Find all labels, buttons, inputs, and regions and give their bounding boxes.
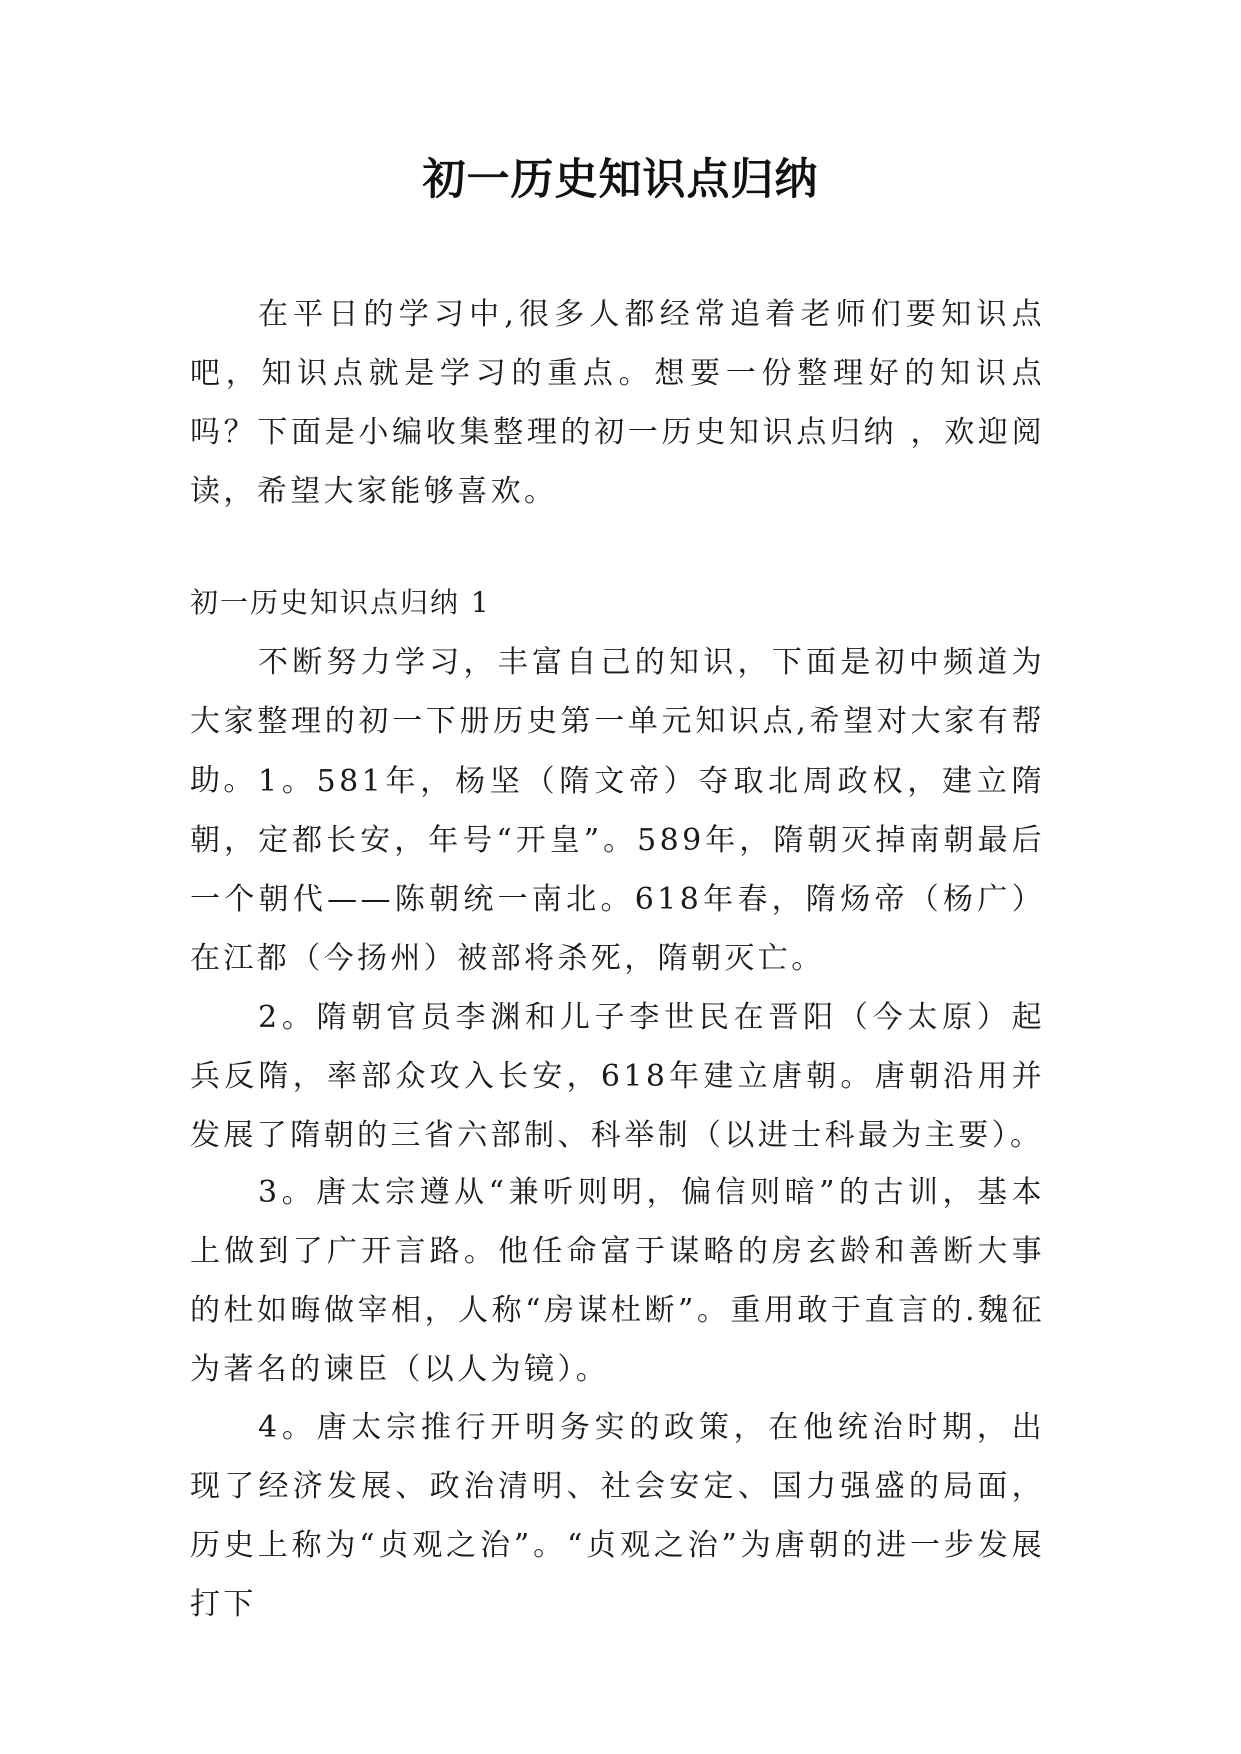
paragraph-lead: 不断努力学习，丰富自己的知识，下面是初中频道为大家整理的初一下册历史第一单元知识点,希望对大家有帮助。	[190, 645, 1045, 798]
paragraph-point-4: 4。唐太宗推行开明务实的政策，在他统治时期，出现了经济发展、政治清明、社会安定、国力强盛的局面，历史上称为“贞观之治”。“贞观之治”为唐朝的进一步发展打下	[190, 1410, 1045, 1622]
section-heading: 初一历史知识点归纳 1	[190, 586, 491, 619]
paragraph-point-3: 3。唐太宗遵从“兼听则明，偏信则暗”的古训，基本上做到了广开言路。他任命富于谋略的房玄龄和善断大事的杜如晦做宰相，人称“房谋杜断”。重用敢于直言的.魏征为著名的谏臣（以人为镜）。	[190, 1175, 1045, 1387]
paragraph-point-2: 2。隋朝官员李渊和儿子李世民在晋阳（今太原）起兵反隋，率部众攻入长安，618年建立唐朝。唐朝沿用并发展了隋朝的三省六部制、科举制（以进士科最为主要）。	[190, 1000, 1045, 1153]
document-title: 初一历史知识点归纳	[422, 155, 819, 205]
paragraph-point-1: 1。581年，杨坚（隋文帝）夺取北周政权，建立隋朝，定都长安，年号“开皇”。589年，隋朝灭掉南朝最后一个朝代——陈朝统一南北。618年春，隋炀帝（杨广）在江都（今扬州）被部将杀死，隋朝灭亡。	[190, 764, 1045, 976]
intro-paragraph: 在平日的学习中,很多人都经常追着老师们要知识点吧，知识点就是学习的重点。想要一份整理好的知识点吗？下面是小编收集整理的初一历史知识点归纳 ，欢迎阅读，希望大家能够喜欢。	[190, 297, 1045, 509]
